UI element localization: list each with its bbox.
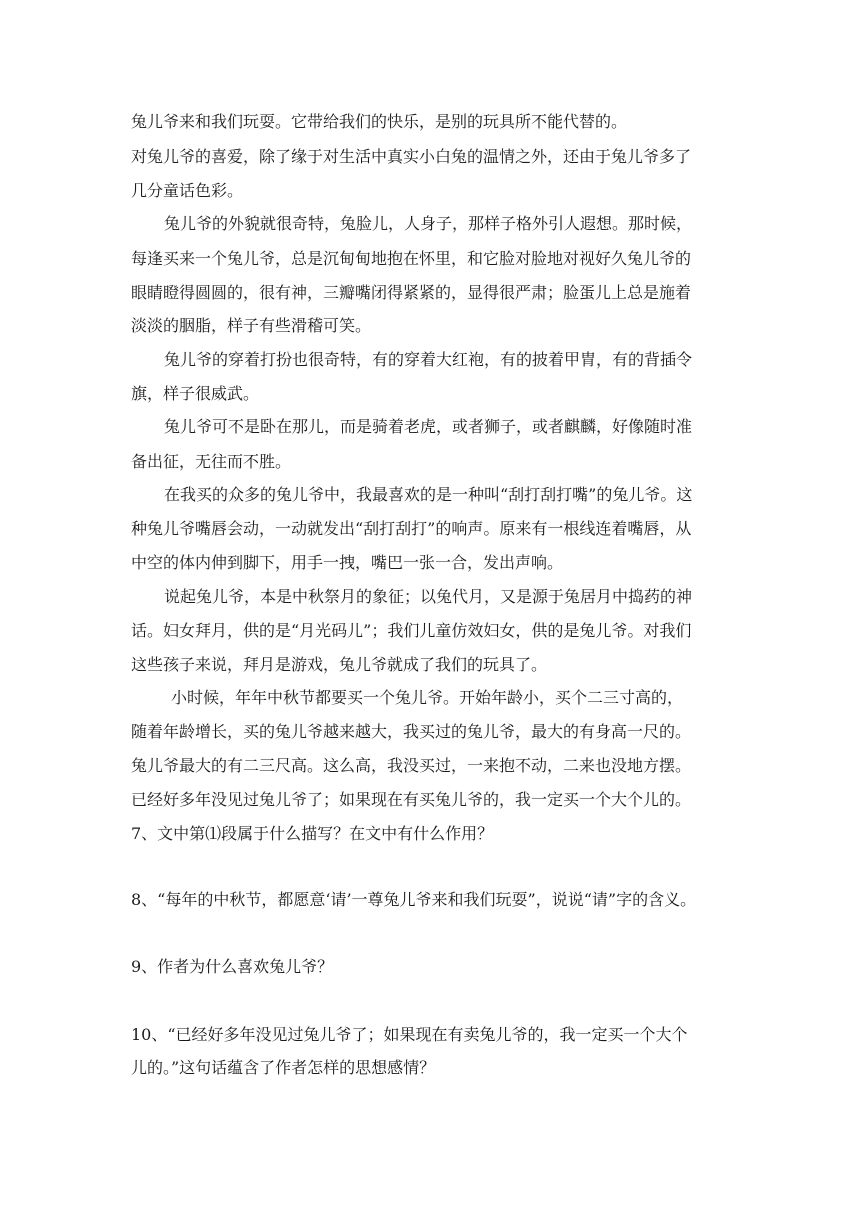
question-9: 9、作者为什么喜欢兔儿爷？ (131, 957, 334, 976)
text-line: 淡淡的胭脂，样子有些滑稽可笑。 (131, 316, 372, 335)
question-10-continued: 儿的。”这句话蕴含了作者怎样的思想感情？ (131, 1058, 436, 1077)
question-10: 10、“已经好多年没见过兔儿爷了；如果现在有卖兔儿爷的，我一定买一个大个 (131, 1025, 688, 1044)
text-line: 兔儿爷可不是卧在那儿，而是骑着老虎，或者狮子，或者麒麟，好像随时准 (164, 417, 693, 436)
text-line: 已经好多年没见过兔儿爷了；如果现在有买兔儿爷的，我一定买一个大个儿的。 (131, 790, 692, 809)
text-line: 旗，样子很威武。 (131, 384, 260, 403)
text-line: 兔儿爷最大的有二三尺高。这么高，我没买过，一来抱不动，二来也没地方摆。 (131, 756, 692, 775)
text-line: 兔儿爷来和我们玩耍。它带给我们的快乐，是别的玩具所不能代替的。 (131, 112, 628, 131)
text-line: 说起兔儿爷，本是中秋祭月的象征；以兔代月，又是源于兔居月中捣药的神 (164, 587, 693, 606)
text-line: 眼睛瞪得圆圆的，很有神，三瓣嘴闭得紧紧的，显得很严肃；脸蛋儿上总是施着 (131, 283, 692, 302)
text-line: 这些孩子来说，拜月是游戏，兔儿爷就成了我们的玩具了。 (131, 655, 548, 674)
text-line: 对兔儿爷的喜爱，除了缘于对生活中真实小白兔的温情之外，还由于兔儿爷多了 (131, 147, 692, 166)
text-line: 几分童话色彩。 (131, 181, 244, 200)
text-line: 备出征，无往而不胜。 (131, 452, 292, 471)
text-line: 种兔儿爷嘴唇会动，一动就发出“刮打刮打”的响声。原来有一根线连着嘴唇，从 (131, 519, 692, 538)
text-line: 每逢买来一个兔儿爷，总是沉甸甸地抱在怀里，和它脸对脸地对视好久兔儿爷的 (131, 249, 692, 268)
text-line: 随着年龄增长，买的兔儿爷越来越大，我买过的兔儿爷，最大的有身高一尺的。 (131, 722, 692, 741)
text-line: 在我买的众多的兔儿爷中，我最喜欢的是一种叫“刮打刮打嘴”的兔儿爷。这 (164, 485, 693, 504)
text-line: 兔儿爷的外貌就很奇特，兔脸儿，人身子，那样子格外引人遐想。那时候， (164, 214, 693, 233)
text-line: 话。妇女拜月，供的是“月光码儿”；我们儿童仿效妇女，供的是兔儿爷。对我们 (131, 621, 692, 640)
text-line: 兔儿爷的穿着打扮也很奇特，有的穿着大红袍，有的披着甲胄，有的背插令 (164, 350, 693, 369)
text-line: 中空的体内伸到脚下，用手一拽，嘴巴一张一合，发出声响。 (131, 553, 564, 572)
text-line: 小时候，年年中秋节都要买一个兔儿爷。开始年龄小，买个二三寸高的， (171, 688, 684, 707)
question-7: 7、文中第⑴段属于什么描写？在文中有什么作用？ (131, 824, 494, 843)
question-8: 8、“每年的中秋节，都愿意‘请’一尊兔儿爷来和我们玩耍”，说说“请”字的含义。 (131, 890, 697, 909)
